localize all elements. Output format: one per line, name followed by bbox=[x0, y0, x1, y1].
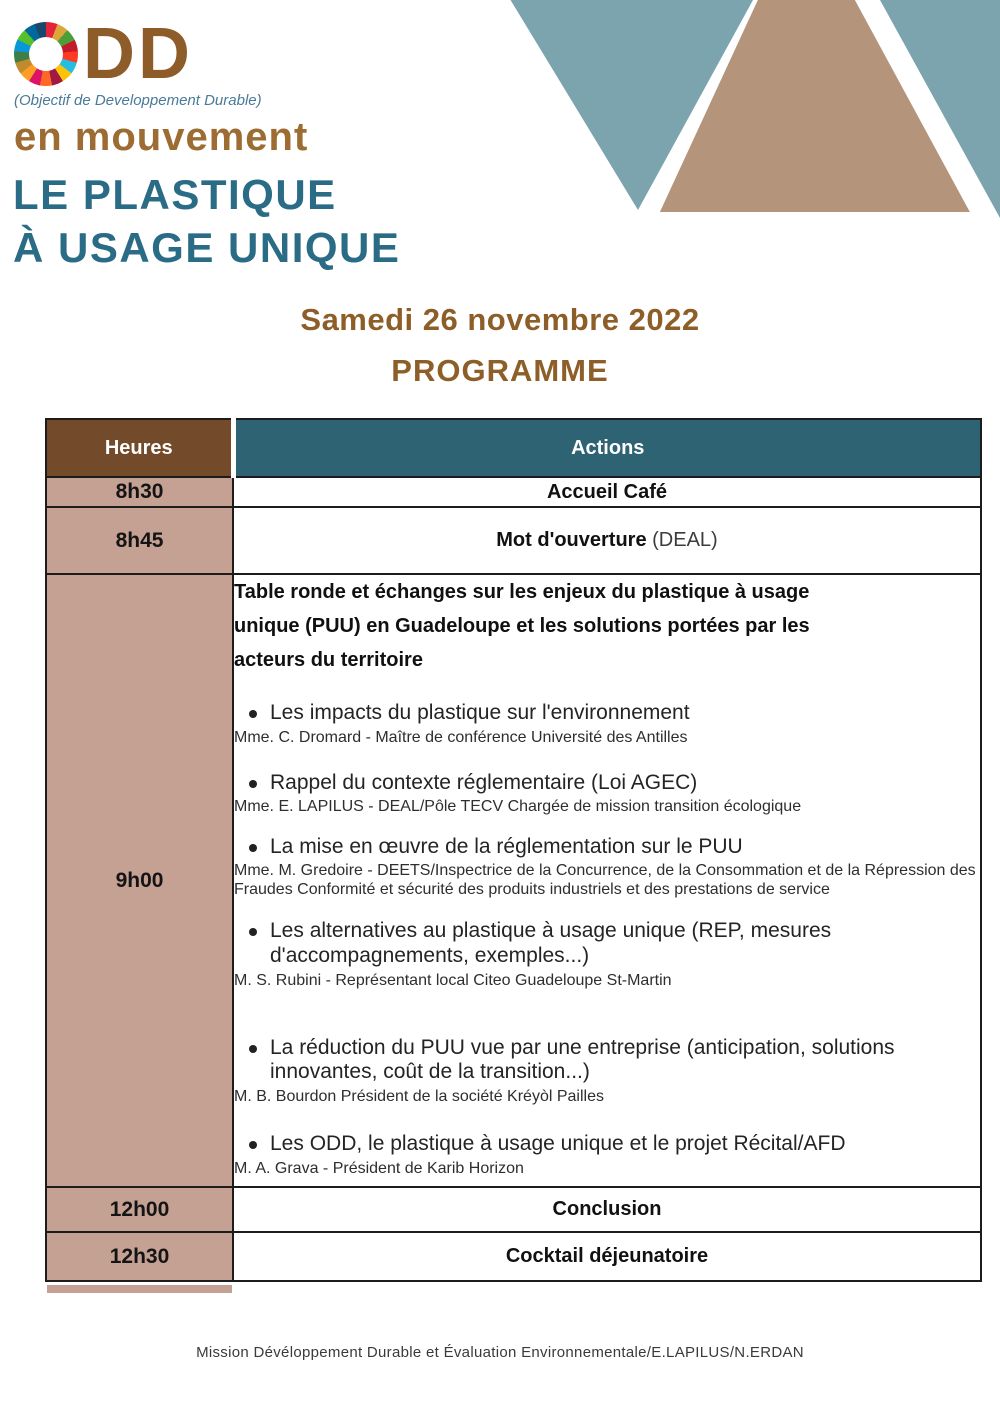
table-row-12h00 bbox=[46, 1187, 981, 1232]
agenda-item-text: Les impacts du plastique sur l'environnement bbox=[270, 701, 690, 724]
session-heading bbox=[234, 575, 980, 677]
table-row-8h45 bbox=[46, 507, 981, 574]
agenda-item bbox=[234, 1132, 980, 1178]
bullet-icon bbox=[249, 780, 257, 788]
odd-logo bbox=[14, 14, 309, 160]
session-heading-line: Table ronde et échanges sur les enjeux du plastique à usage bbox=[234, 581, 810, 603]
event-title-line1: LE PLASTIQUE bbox=[13, 171, 337, 218]
agenda-item-speaker: M. A. Grava - Président de Karib Horizon bbox=[234, 1159, 524, 1177]
agenda-item-speaker: Mme. C. Dromard - Maître de conférence Université des Antilles bbox=[234, 728, 688, 746]
action-cell bbox=[233, 1187, 981, 1232]
action-cell bbox=[233, 477, 981, 507]
agenda-item-text: La mise en œuvre de la réglementation sur le PUU bbox=[270, 834, 743, 858]
action-cell bbox=[233, 1232, 981, 1281]
session-cell bbox=[233, 574, 981, 1187]
logo-tagline: en mouvement bbox=[14, 114, 309, 159]
logo-dd-text: DD bbox=[83, 14, 193, 94]
bullet-icon bbox=[249, 928, 257, 936]
agenda-item bbox=[234, 1036, 980, 1106]
time-cell: 9h00 bbox=[46, 574, 233, 1187]
action-label: Conclusion bbox=[552, 1198, 662, 1220]
sdg-wheel-icon bbox=[14, 22, 78, 86]
table-left-column-stub bbox=[47, 1285, 232, 1293]
session-heading-line: unique (PUU) en Guadeloupe et les solutions portées par les bbox=[234, 615, 810, 637]
event-date: Samedi 26 novembre 2022 bbox=[300, 302, 700, 337]
agenda-item-speaker: M. S. Rubini - Représentant local Citeo Guadeloupe St-Martin bbox=[234, 971, 672, 989]
session-heading-line: acteurs du territoire bbox=[234, 649, 423, 671]
corner-decoration bbox=[500, 0, 1000, 220]
agenda-item bbox=[234, 919, 980, 989]
footer-note: Mission Dévéloppement Durable et Évaluation Environnementale/E.LAPILUS/N.ERDAN bbox=[196, 1344, 804, 1361]
action-label: Mot d'ouverture bbox=[496, 529, 647, 551]
bullet-icon bbox=[249, 1141, 257, 1149]
table-row-12h30 bbox=[46, 1232, 981, 1281]
bullet-icon bbox=[249, 844, 257, 852]
agenda-item bbox=[234, 835, 980, 900]
agenda-item bbox=[234, 701, 980, 747]
column-header-heures: Heures bbox=[46, 419, 233, 477]
agenda-item-text: Rappel du contexte réglementaire (Loi AGEC) bbox=[270, 770, 698, 794]
time-cell: 12h00 bbox=[46, 1187, 233, 1232]
agenda-item-speaker: Mme. E. LAPILUS - DEAL/Pôle TECV Chargée de mission transition écologique bbox=[234, 798, 802, 816]
program-table bbox=[45, 418, 982, 1282]
time-cell: 8h45 bbox=[46, 507, 233, 574]
column-header-actions: Actions bbox=[233, 419, 981, 477]
agenda-item-text: La réduction du PUU vue par une entreprise (anticipation, solutions innovantes, coût de la transition...) bbox=[270, 1035, 895, 1084]
logo-subtitle: (Objectif de Developpement Durable) bbox=[14, 91, 262, 109]
agenda-item-text: Les ODD, le plastique à usage unique et le projet Récital/AFD bbox=[270, 1132, 846, 1156]
agenda-item-text: Les alternatives au plastique à usage unique (REP, mesures d'accompagnements, exemples...) bbox=[270, 919, 832, 967]
agenda-item-speaker: Mme. M. Gredoire - DEETS/Inspectrice de la Concurrence, de la Consommation et de la Répression des Fraudes Conformité et sécurité des produits industriels et des prestations de service bbox=[234, 862, 976, 899]
action-suffix: (DEAL) bbox=[652, 529, 718, 551]
action-cell bbox=[233, 507, 981, 574]
time-cell: 8h30 bbox=[46, 477, 233, 507]
action-label: Cocktail déjeunatoire bbox=[505, 1245, 709, 1267]
time-cell: 12h30 bbox=[46, 1232, 233, 1281]
program-label: PROGRAMME bbox=[391, 353, 609, 388]
table-row-9h00-session bbox=[46, 574, 981, 1187]
event-title-line2: À USAGE UNIQUE bbox=[13, 224, 401, 272]
header-row bbox=[46, 419, 981, 477]
agenda-item-speaker: M. B. Bourdon Président de la société Kréyòl Pailles bbox=[234, 1087, 604, 1105]
agenda-item bbox=[234, 771, 980, 817]
bullet-icon bbox=[249, 710, 257, 718]
event-title bbox=[13, 168, 400, 275]
date-block bbox=[0, 302, 1000, 389]
bullet-icon bbox=[249, 1045, 257, 1053]
action-label: Accueil Café bbox=[546, 480, 668, 503]
table-row-8h30 bbox=[46, 477, 981, 507]
